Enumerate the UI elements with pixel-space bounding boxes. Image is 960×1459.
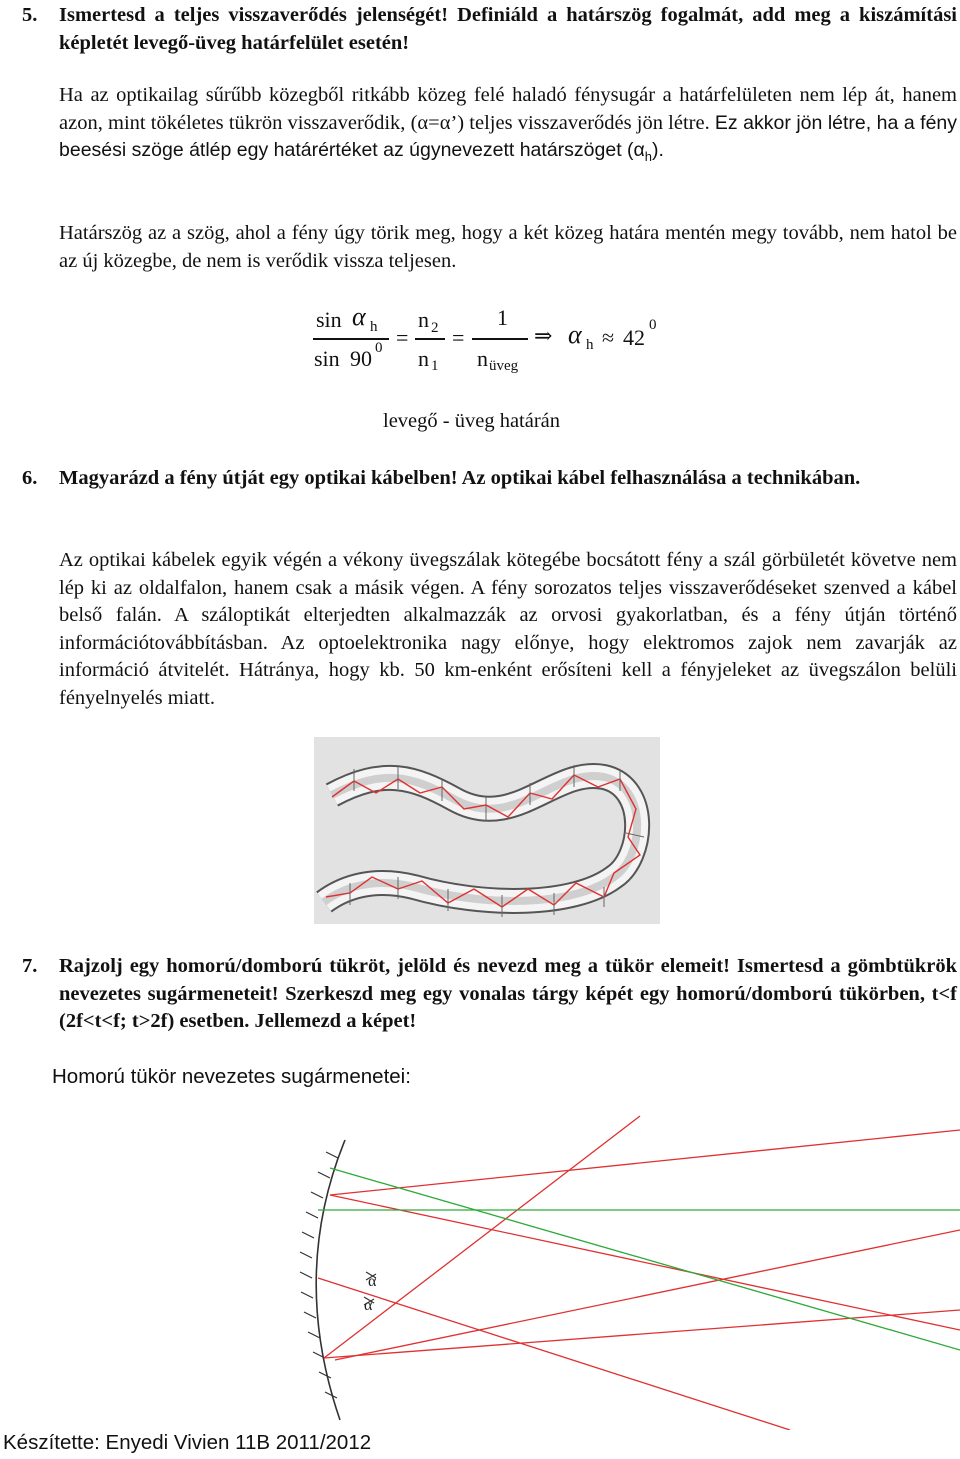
optical-fiber-figure [314,737,660,924]
question-title: Magyarázd a fény útját egy optikai kábelben! Az optikai kábel felhasználása a technikában. [59,467,861,489]
paragraph-total-reflection [59,82,957,170]
question-7 [22,953,957,1036]
question-5 [22,2,957,57]
paragraph-optical-cable: Az optikai kábelek egyik végén a vékony üvegszálak kötegébe bocsátott fény a szál görbületét követve nem lép ki az oldalfalon, hanem csak a másik végen. A fény sorozatos teljes visszaverődéseket szenved a kábel belső falán. A száloptikát elterjedten alkalmazzák az orvosi gyakorlatban, és a fény útján történő információtovábbításban. Az optoelektronika nagy előnye, hogy elektromos zajok nem zavarják az információ átvitelét. Hátránya, hogy kb. 50 km-enként erősíteni kell a fényjeleket az üvegszálon belüli fényelnyelés miatt. [59,549,957,709]
question-title: Rajzolj egy homorú/domború tükröt, jelöld és nevezd meg a tükör elemeit! Ismertesd a gömbtükrök nevezetes sugármeneteit! Szerkeszd meg egy vonalas tárgy képét egy homorú/domború tükörben, t<f (2f<t<f; t>2f) esetben. Jellemezd a képet! [59,955,957,1032]
question-number: 7. [22,955,38,977]
concave-mirror-diagram [0,1100,960,1430]
paragraph-text-sans: Ez akkor jön létre, ha a fény beesési szöge átlép egy határértéket az úgynevezett határszöget $(\alpha_h)$. [59,111,958,164]
question-6 [22,465,957,493]
concave-mirror-intro: Homorú tükör nevezetes sugármenetei: [52,1065,411,1088]
question-number: 5. [22,4,38,26]
paragraph-critical-angle: Határszög az a szög, ahol a fény úgy törik meg, hogy a két közeg határa mentén megy tovább, nem hatol be az új közegbe, de nem is verődik vissza teljesen. [59,222,957,272]
question-number: 6. [22,467,38,489]
alpha-mark-2: α [364,1297,373,1314]
alpha-mark-1: α [368,1273,377,1290]
formula-caption: levegő - üveg határán [383,410,561,432]
question-title: Ismertesd a teljes visszaverődés jelenségét! Definiáld a határszög fogalmát, add meg a kiszámítási képletét levegő-üveg határfelület esetén! [59,4,957,54]
critical-angle-formula: sin α h sin 90 0 = n 2 n 1 = 1 n üveg ⇒ α h ≈ 42 0 [314,302,657,374]
paragraph-text: Ha az optikailag sűrűbb közegből ritkább közeg felé haladó fénysugár a határfelületen nem lép át, hanem azon, mint tökéletes tükrön visszaverődik, (α=α’) teljes visszaverődés jön létre. [59,84,957,134]
footer-author: Készítette: Enyedi Vivien 11B 2011/2012 [3,1431,372,1454]
